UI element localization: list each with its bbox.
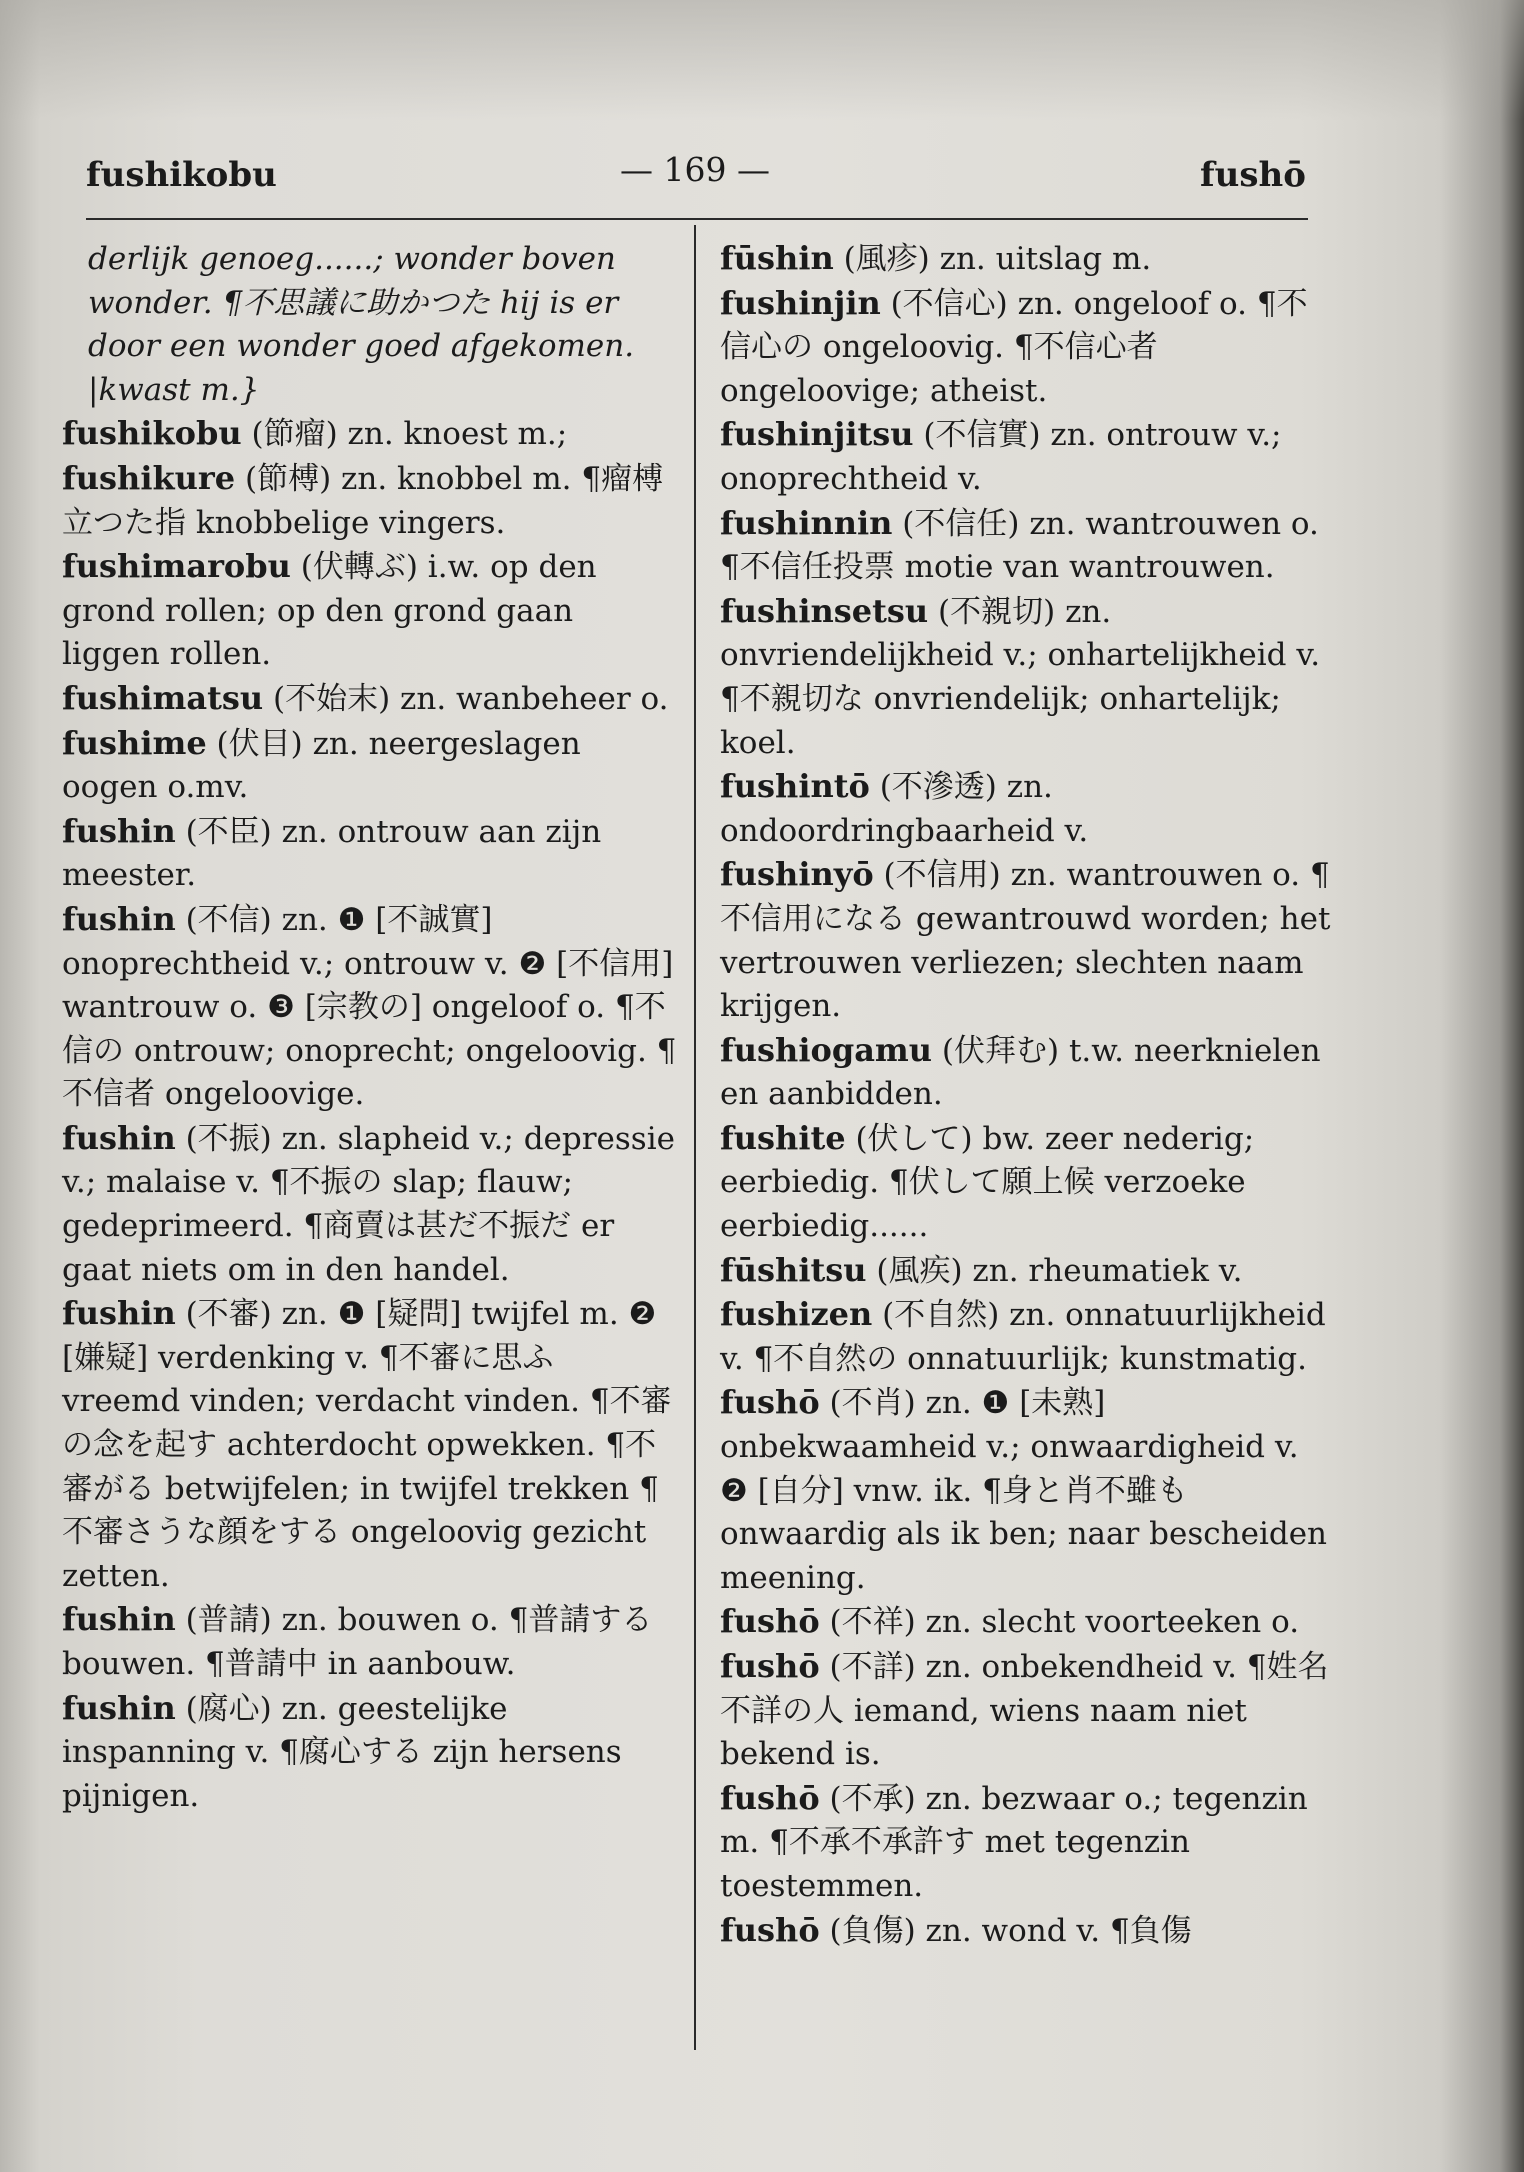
dictionary-entry xyxy=(720,1117,1335,1249)
entry-headword: fushin xyxy=(62,1688,176,1727)
entry-headword: fushite xyxy=(720,1118,846,1157)
entry-definition: (伏拜む) t.w. neerknielen en aanbidden. xyxy=(720,1032,1321,1113)
entry-headword: fushin xyxy=(62,899,176,938)
entry-definition: (普請) zn. bouwen o. ¶普請する bouwen. ¶普請中 in aanbouw. xyxy=(62,1602,653,1682)
entry-definition: (不肖) zn. ❶ [未熟] onbekwaamheid v.; onwaardigheid v. ❷ [自分] vnw. ik. ¶身と肖不雖も onwaardig als ik ben; naar bescheiden meening. xyxy=(720,1385,1328,1596)
entry-headword: fushinjin xyxy=(720,283,881,322)
entry-definition: (風疹) zn. uitslag m. xyxy=(833,241,1152,277)
entry-headword: fushizen xyxy=(720,1295,873,1334)
entry-headword: fushō xyxy=(720,1602,820,1641)
dictionary-entry xyxy=(720,282,1335,414)
entry-definition: (不親切) zn. onvriendelijkheid v.; onhartelijkheid v. ¶不親切な onvriendelijk; onhartelijk; koel. xyxy=(720,593,1321,761)
dictionary-entry xyxy=(62,1687,677,1819)
entry-headword: fushin xyxy=(62,1118,176,1157)
dictionary-entry xyxy=(720,1293,1335,1381)
entry-definition: (腐心) zn. geestelijke inspanning v. ¶腐心する zijn hersens pijnigen. xyxy=(62,1690,622,1814)
dictionary-entry xyxy=(720,853,1335,1028)
entry-headword: fushin xyxy=(62,811,176,850)
entry-definition: (不信心) zn. ongeloof o. ¶不信心の ongeloovig. ¶不信心者 ongeloovige; atheist. xyxy=(720,285,1308,409)
dictionary-entry xyxy=(62,1117,677,1292)
entry-headword: fūshin xyxy=(720,239,834,277)
entry-headword: fushiogamu xyxy=(720,1030,933,1069)
dictionary-entry xyxy=(62,1598,677,1686)
dictionary-entry xyxy=(720,413,1335,501)
entry-headword: fushimarobu xyxy=(62,547,291,586)
dictionary-entry xyxy=(720,1249,1335,1294)
entry-definition: (不信任) zn. wantrouwen o. ¶不信任投票 motie van wantrouwen. xyxy=(720,505,1319,586)
dictionary-entry xyxy=(720,1645,1335,1777)
entry-headword: fushinjitsu xyxy=(720,415,914,454)
entry-headword: fushime xyxy=(62,723,207,762)
dictionary-entry xyxy=(720,1600,1335,1645)
page-shadow xyxy=(0,0,1524,120)
entry-definition: (風疾) zn. rheumatiek v. xyxy=(866,1252,1243,1289)
entry-definition: (不信) zn. ❶ [不誠實] onoprechtheid v.; ontrouw v. ❷ [不信用] wantrouw o. ❸ [宗教の] ongeloof o. ¶不信の ontrouw; onoprecht; ongeloovig. ¶不信者 ongeloovige. xyxy=(62,901,677,1113)
entry-definition: (不臣) zn. ontrouw aan zijn meester. xyxy=(62,813,602,894)
entry-headword: fushō xyxy=(720,1647,820,1685)
entry-definition: (伏して) bw. zeer nederig; eerbiedig. ¶伏して願上候 verzoeke eerbiedig...... xyxy=(720,1120,1255,1245)
column-divider xyxy=(694,225,696,2050)
entry-headword: fushō xyxy=(720,1778,820,1817)
entry-definition: (節榑) zn. knobbel m. ¶瘤榑立つた指 knobbelige vingers. xyxy=(62,460,664,541)
entry-headword: fushimatsu xyxy=(62,678,264,717)
dictionary-entry xyxy=(720,590,1335,765)
entry-definition: (不自然) zn. onnatuurlijkheid v. ¶不自然の onnatuurlijk; kunstmatig. xyxy=(720,1297,1326,1377)
entry-definition: (節瘤) zn. knoest m.; xyxy=(241,416,568,453)
dictionary-entry xyxy=(720,1909,1335,1954)
entry-headword: fushō xyxy=(720,1910,820,1949)
entry-headword: fushinsetsu xyxy=(720,591,929,630)
entry-definition: (伏轉ぶ) i.w. op den grond rollen; op den grond gaan liggen rollen. xyxy=(62,549,597,673)
left-column xyxy=(62,237,677,1818)
entry-definition: (不審) zn. ❶ [疑問] twijfel m. ❷ [嫌疑] verdenking v. ¶不審に思ふ vreemd vinden; verdacht vinden. ¶不審の念を起す achterdocht opwekken. ¶不審がる betwijfelen; in twijfel trekken ¶不審さうな顔をする ongeloovig gezicht zetten. xyxy=(62,1296,672,1594)
entry-definition: derlijk genoeg......; wonder boven wonder. ¶不思議に助かつた hij is er door een wonder goed afgekomen. |kwast m.} xyxy=(88,241,635,408)
entry-definition: (不始末) zn. wanbeheer o. xyxy=(263,680,669,717)
header-rule xyxy=(86,218,1308,220)
dictionary-entry xyxy=(62,677,677,722)
dictionary-entry xyxy=(720,765,1335,853)
dictionary-entry xyxy=(720,502,1335,590)
entry-definition: (伏目) zn. neergeslagen oogen o.mv. xyxy=(62,725,581,806)
entry-headword: fushintō xyxy=(720,767,870,806)
dictionary-entry xyxy=(720,1029,1335,1117)
dictionary-entry-continued xyxy=(62,237,677,412)
entry-headword: fushikobu xyxy=(62,414,242,453)
dictionary-entry xyxy=(720,1777,1335,1909)
entry-headword: fūshitsu xyxy=(720,1250,867,1289)
dictionary-entry xyxy=(62,898,677,1117)
entry-definition: (不承) zn. bezwaar o.; tegenzin m. ¶不承不承許す met tegenzin toestemmen. xyxy=(720,1780,1308,1904)
dictionary-entry xyxy=(62,810,677,898)
entry-definition: (不祥) zn. slecht voorteeken o. xyxy=(819,1604,1300,1641)
dictionary-entry xyxy=(62,457,677,545)
entry-definition: (不詳) zn. onbekendheid v. ¶姓名不詳の人 iemand, wiens naam niet bekend is. xyxy=(720,1649,1329,1773)
entry-headword: fushikure xyxy=(62,458,236,497)
dictionary-entry xyxy=(62,545,677,677)
dictionary-entry xyxy=(62,412,677,457)
header-guide-word-right: fushō xyxy=(1200,155,1306,195)
entry-headword: fushin xyxy=(62,1294,176,1333)
entry-headword: fushinyō xyxy=(720,855,874,894)
dictionary-entry xyxy=(720,237,1335,282)
dictionary-entry xyxy=(62,1292,677,1598)
entry-definition: (不信用) zn. wantrouwen o. ¶不信用になる gewantrouwd worden; het vertrouwen verliezen; slechten naam krijgen. xyxy=(720,857,1331,1025)
entry-headword: fushin xyxy=(62,1600,176,1639)
entry-headword: fushinnin xyxy=(720,503,893,542)
right-column xyxy=(720,237,1335,1953)
entry-definition: (負傷) zn. wond v. ¶負傷 xyxy=(819,1912,1192,1949)
entry-definition: (不信實) zn. ontrouw v.; onoprechtheid v. xyxy=(720,417,1282,497)
entry-headword: fushō xyxy=(720,1383,820,1422)
header-guide-word-left: fushikobu xyxy=(86,155,277,195)
entry-definition: (不振) zn. slapheid v.; depressie v.; malaise v. ¶不振の slap; flauw; gedeprimeerd. ¶商賣は甚だ不振だ er gaat niets om in den handel. xyxy=(62,1120,675,1288)
dictionary-entry xyxy=(720,1381,1335,1600)
dictionary-entry xyxy=(62,722,677,810)
page-number: — 169 — xyxy=(620,150,770,189)
entry-definition: (不滲透) zn. ondoordringbaarheid v. xyxy=(720,769,1089,849)
